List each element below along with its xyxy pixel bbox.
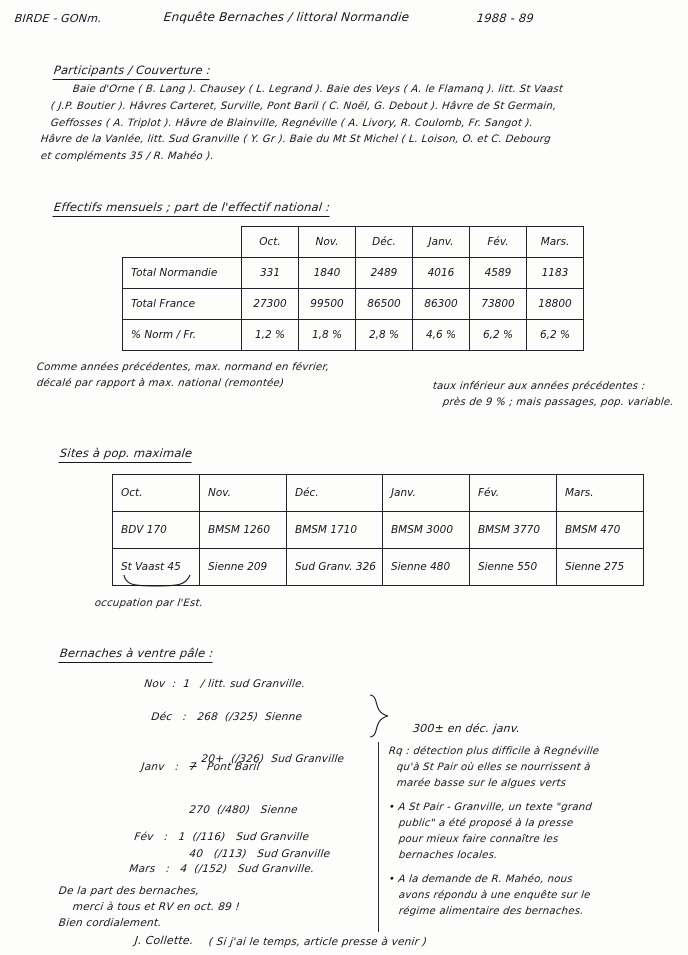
month-label: Fév: [133, 831, 155, 844]
detail-text: (/325) Sienne: [224, 711, 303, 724]
participants-line: Baie d'Orne ( B. Lang ). Chausey ( L. Legrand ). Baie des Veys ( A. le Flamanq ). litt. St Vaast: [72, 84, 564, 95]
table-cell: 1840: [299, 258, 356, 289]
dec-janv-note: [396, 708, 522, 749]
table-cell: Sud Granv. 326: [287, 549, 383, 586]
table-row: [113, 512, 644, 549]
remark-line: qu'à St Pair où elles se nourrissent à: [396, 761, 592, 773]
table-cell: BMSM 1710: [287, 512, 383, 549]
sites-heading-text: Sites à pop. maximale: [59, 446, 193, 462]
remark-line: pour mieux faire connaître les: [398, 833, 559, 845]
closing-block: [58, 885, 239, 930]
table-cell: St Vaast 45: [113, 549, 200, 586]
closing-line: De la part des bernaches,: [58, 885, 200, 897]
row-label: Total France: [123, 289, 242, 320]
remarks-block: [388, 746, 678, 919]
brace-shape: [122, 574, 192, 590]
table-cell: BMSM 470: [556, 512, 643, 549]
count-value: 4: [179, 863, 188, 876]
row-month-nov: Nov : 1 / litt. sud Granville.: [143, 678, 306, 691]
month-label: Déc: [150, 711, 173, 724]
note-line: taux inférieur aux années précédentes :: [432, 381, 646, 392]
remark-line: avons répondu à une enquête sur le: [398, 890, 592, 901]
column-header: Oct.: [242, 227, 299, 258]
table-cell: Sienne 480: [382, 549, 469, 586]
row-label: % Norm / Fr.: [123, 320, 242, 351]
remark-line: Rq : détection plus difficile à Regnéville: [388, 746, 600, 757]
detail-text: / litt. sud Granville.: [200, 678, 306, 691]
table-row: [113, 549, 644, 586]
table-row: [123, 258, 584, 289]
table-cell: 86300: [413, 289, 470, 320]
row-month-fev: Fév : 1 (/116) Sud Granville: [133, 831, 310, 844]
participants-line: ( J.P. Boutier ). Hâvres Carteret, Surville, Pont Baril ( C. Noël, G. Debout ). Hâvre de St Germain,: [50, 100, 557, 112]
table-cell: BMSM 3000: [382, 512, 469, 549]
row-label: Total Normandie: [123, 258, 242, 289]
right-column-divider: [378, 742, 379, 932]
closing-line: Bien cordialement.: [58, 917, 163, 930]
remark-line: • A la demande de R. Mahéo, nous: [388, 874, 574, 886]
month-label: Mars: [128, 863, 157, 876]
effectifs-note-left: [36, 362, 328, 391]
column-header: Nov.: [200, 475, 287, 512]
count-value: 1: [177, 831, 187, 844]
table-cell: 1,2 %: [242, 320, 299, 351]
table-cell: 86500: [356, 289, 413, 320]
table-cell: 6,2 %: [470, 320, 527, 351]
count-value: 268: [196, 711, 219, 724]
column-header: Mars.: [527, 227, 584, 258]
table-cell: 18800: [527, 289, 584, 320]
table-cell: 4016: [413, 258, 470, 289]
note-line: près de 9 % ; mais passages, pop. variable.: [442, 396, 675, 408]
table-cell: Sienne 275: [556, 549, 643, 586]
survey-title: Enquête Bernaches / littoral Normandie: [163, 10, 410, 24]
count-value: 1: [182, 678, 191, 691]
table-cell: 2,8 %: [356, 320, 413, 351]
dec-janv-brace: [366, 694, 392, 742]
effectifs-heading-text: Effectifs mensuels ; part de l'effectif national :: [53, 200, 331, 216]
table-cell: 331: [242, 258, 299, 289]
table-cell: 2489: [356, 258, 413, 289]
table-cell: BMSM 1260: [200, 512, 287, 549]
row-month-mars: Mars : 4 (/152) Sud Granville.: [128, 863, 315, 876]
remark-line: bernaches locales.: [398, 849, 498, 861]
participants-list: [40, 84, 672, 164]
count-value: 7: [188, 761, 198, 774]
dec-janv-note-text: 300± en déc. janv.: [412, 721, 521, 735]
count-value: 270: [188, 804, 211, 817]
participants-line: Hâvre de la Vanlée, litt. Sud Granville ( Y. Gr ). Baie du Mt St Michel ( L. Loison, O. et C. Debourg: [40, 134, 552, 146]
column-header: Mars.: [556, 475, 643, 512]
column-header: Déc.: [356, 227, 413, 258]
table-cell: 4589: [470, 258, 527, 289]
month-label: Nov: [143, 678, 167, 691]
column-header: Fév.: [470, 227, 527, 258]
detail-text: (/116) Sud Granville: [191, 831, 310, 844]
table-cell: 4,6 %: [413, 320, 470, 351]
remark-line: marée basse sur le algues verts: [396, 777, 567, 789]
table-row: [123, 320, 584, 351]
table-cell: BDV 170: [113, 512, 200, 549]
table-cell: 6,2 %: [527, 320, 584, 351]
ventre-pale-heading-text: Bernaches à ventre pâle :: [59, 646, 214, 662]
count-value: 20+: [200, 753, 225, 766]
effectifs-heading: [36, 186, 332, 231]
table-cell: 1183: [527, 258, 584, 289]
brace-shape: [366, 694, 392, 738]
effectifs-table: [122, 226, 584, 351]
detail-text: (/113) Sud Granville: [213, 847, 331, 860]
column-header: Oct.: [113, 475, 200, 512]
note-line: Comme années précédentes, max. normand en février,: [36, 362, 330, 373]
detail-text: (/326) Sud Granville: [230, 753, 345, 766]
postscript: ( Si j'ai le temps, article presse à venir ): [208, 936, 428, 948]
survey-years: 1988 - 89: [476, 11, 535, 25]
column-header: Janv.: [382, 475, 469, 512]
table-cell: 99500: [299, 289, 356, 320]
column-header: Déc.: [287, 475, 383, 512]
column-header: Fév.: [469, 475, 556, 512]
remark-line: public" a été proposé à la presse: [398, 818, 574, 829]
participants-heading-text: Participants / Couverture :: [53, 63, 211, 79]
detail-text: (/152) Sud Granville.: [193, 863, 315, 876]
row-month-dec: Déc : 268 (/325) Sienne 20+ (/326) Sud Granville: [150, 711, 345, 766]
org-label: BIRDE - GONm.: [14, 12, 103, 25]
table-cell: 27300: [242, 289, 299, 320]
table-cell: BMSM 3770: [469, 512, 556, 549]
table-header-row: [123, 227, 584, 258]
table-corner-cell: [123, 227, 242, 258]
table-row: [123, 289, 584, 320]
note-line: décalé par rapport à max. national (remontée): [36, 377, 285, 389]
table-cell: Sienne 209: [200, 549, 287, 586]
count-value: 40: [188, 847, 204, 860]
row-month-janv: Janv : 7 Pont Baril 270 (/480) Sienne 40 (/113) Sud Granville: [140, 761, 331, 860]
signature: J. Collette.: [134, 934, 195, 947]
table-header-row: [113, 475, 644, 512]
table-cell: 1,8 %: [299, 320, 356, 351]
effectifs-note-right: [432, 381, 673, 410]
detail-text: (/480) Sienne: [216, 804, 299, 817]
remark-line: • A St Pair - Granville, un texte "grand: [388, 802, 593, 814]
participants-line: et compléments 35 / R. Mahéo ).: [40, 151, 215, 162]
detail-text: Pont Baril: [206, 761, 261, 774]
sites-note: occupation par l'Est.: [94, 598, 204, 609]
closing-line: merci à tous et RV en oct. 89 !: [72, 901, 241, 914]
sites-heading: [42, 432, 195, 477]
participants-line: Geffosses ( A. Triplot ). Hâvre de Blainville, Regnéville ( A. Livory, R. Coulomb, Fr. Sangot ).: [50, 117, 534, 129]
month-label: Janv: [140, 761, 166, 774]
sites-table: [112, 474, 644, 586]
column-header: Janv.: [413, 227, 470, 258]
sites-curly-brace: [122, 574, 192, 588]
table-cell: Sienne 550: [469, 549, 556, 586]
remark-line: régime alimentaire des bernaches.: [398, 905, 585, 917]
table-cell: 73800: [470, 289, 527, 320]
column-header: Nov.: [299, 227, 356, 258]
